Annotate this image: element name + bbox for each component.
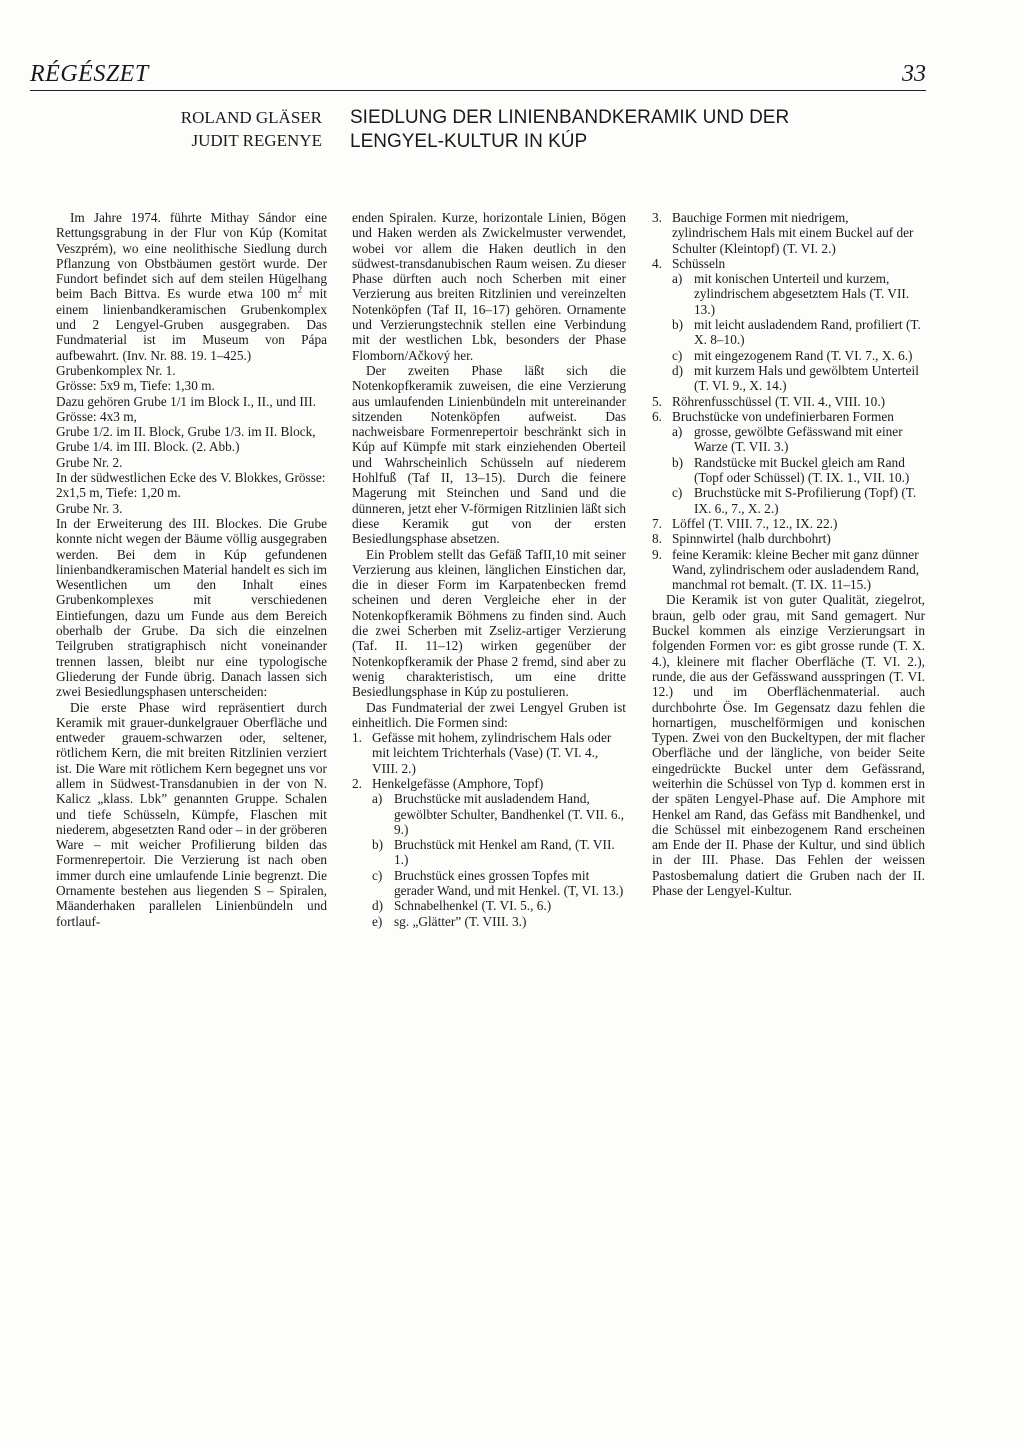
- body-paragraph: Die Keramik ist von guter Qualität, ziegelrot, braun, gelb oder grau, mit Sand gemagert. Nur Buckel kommen als einzige Verzierungsart in folgenden Formen vor: es gibt grosse runde (T. X. 4.), kleinere mit flacher Oberfläche (T. VI. 2.), runde, die aus der Gefässwand ausspringen (T. VI. 12.) und im Oberflächenmaterial. auch durchbohrte Öse. Im Gegensatz dazu fehlen die hornartigen, muschelförmigen und konischen Typen. Zwei von den Buckeltypen, der mit flacher Oberfläche und der längliche, von beider Seite eingedrückte Buckel unter dem Gefässrand, weiterhin die Schüssel von Typ d. kommen erst in der späten Lengyel-Phase auf. Die Amphore mit Henkel am Rand, das Gefäss mit Bandhenkel, und die Schüssel mit einbezogenem Rand erscheinen am Ende der II. Phase der Kultur, und sind üblich in der III. Phase. Das Fehlen der weissen Pastosbemalung datiert die Gruben nach der II. Phase der Lengyel-Kultur.: [652, 592, 925, 899]
- feature-line: Dazu gehören Grube 1/1 im Block I., II., und III.: [56, 393, 316, 409]
- list-item: 1. Gefässe mit hohem, zylindrischem Hals oder mit leichtem Trichterhals (Vase) (T. VI. 4., VIII. 2.): [352, 730, 612, 776]
- article-title: [350, 106, 930, 154]
- feature-line: In der südwestlichen Ecke des V. Blokkes, Grösse: 2x1,5 m, Tiefe: 1,20 m.: [56, 470, 326, 501]
- article-title-line: SIEDLUNG DER LINIENBANDKERAMIK UND DER: [350, 107, 790, 128]
- list-subitem: a) grosse, gewölbte Gefässwand mit einer Warze (T. VII. 3.): [672, 424, 903, 455]
- list-item: 9. feine Keramik: kleine Becher mit ganz dünner Wand, zylindrischem oder ausladendem Rand, manchmal rot bemalt. (T. IX. 11–15.): [652, 546, 920, 593]
- page-number: 33: [902, 61, 926, 87]
- list-item: 6. Bruchstücke von undefinierbaren Formen: [652, 408, 894, 424]
- section-title: RÉGÉSZET: [30, 61, 149, 87]
- list-item: 4. Schüsseln: [652, 255, 726, 271]
- feature-line: Grube 1/4. im III. Block. (2. Abb.): [56, 439, 240, 455]
- list-item: 7. Löffel (T. VIII. 7., 12., IX. 22.): [652, 515, 838, 531]
- list-item: 8. Spinnwirtel (halb durchbohrt): [652, 531, 831, 547]
- list-subitem: d) mit kurzem Hals und gewölbtem Unterteil (T. VI. 9., X. 14.): [672, 362, 919, 394]
- list-subitem: a) Bruchstücke mit ausladendem Hand, gewölbter Schulter, Bandhenkel (T. VII. 6., 9.): [372, 791, 625, 837]
- list-subitem: c) mit eingezogenem Rand (T. VI. 7., X. 6.): [672, 347, 913, 363]
- list-item: 2. Henkelgefässe (Amphore, Topf): [352, 775, 544, 791]
- text-column-1: [56, 210, 327, 929]
- feature-line: Grösse: 5x9 m, Tiefe: 1,30 m.: [56, 378, 215, 394]
- intro-paragraph: Im Jahre 1974. führte Mithay Sándor eine Rettungsgrabung in der Flur von Kúp (Komitat Veszprém), wo eine neolithische Siedlung durch Pflanzung von Obstbäumen gestört wurde. Der Fundort befindet sich auf dem steilen Hügelhang beim Bach Bittva. Es wurde etwa 100 $m^2$ mit einem linienbandkeramischen Grubenkomplex und 2 Lengyel-Gruben ausgegraben. Das Fundmaterial ist im Museum von Pápa aufbewahrt. (Inv. Nr. 88. 19. 1–425.): [56, 210, 327, 363]
- text-column-3: [652, 210, 925, 898]
- body-paragraph: In der Erweiterung des III. Blockes. Die Grube konnte nicht wegen der Bäume völlig ausgegraben werden. Bei dem in Kúp gefundenen linienbandkeramischen Material handelt es sich im Wesentlichen um den Inhalt eines Grubenkomplexes mit verschiedenen Eintiefungen, dazu um Funde aus dem Bereich oberhalb der Grube. Da sich die einzelnen Teilgruben stratigraphisch nicht voneinander trennen lassen, bleibt nur eine typologische Gliederung der Funde übrig. Danach lassen sich zwei Besiedlungsphasen unterscheiden:: [56, 515, 327, 700]
- author-name: ROLAND GLÄSER: [180, 108, 322, 127]
- feature-line: Grube Nr. 2.: [56, 454, 123, 470]
- list-subitem: b) Randstücke mit Buckel gleich am Rand (Topf oder Schüssel) (T. IX. 1., VII. 10.): [672, 454, 910, 486]
- text-column-2: [352, 210, 626, 929]
- body-paragraph: enden Spiralen. Kurze, horizontale Linien, Bögen und Haken werden als Zwickelmuster verwendet, wobei vor allem die Haken deutlich in den südwest-transdanubischen Raum weisen. Zu dieser Phase dürften auch noch Scherben mit einer Verzierung aus breiten Ritzlinien und vereinzelten Notenköpfen (Taf II, 16–17) gehören. Ornamente und Verzierungstechnik stellen eine Verbindung mit der westlichen Lbk, besonders der Phase Flomborn/Ačkový her.: [352, 210, 626, 363]
- list-subitem: e) sg. „Glätter” (T. VIII. 3.): [372, 913, 527, 929]
- list-item: 5. Röhrenfusschüssel (T. VII. 4., VIII. 10.): [652, 393, 886, 409]
- body-paragraph: Der zweiten Phase läßt sich die Notenkopfkeramik zuweisen, die eine Verzierung aus umlaufenden Linienbündeln mit untereinander sitzenden Notenköpfen aufweist. Das nachweisbare Formenrepertoir beschränkt sich in Kúp auf Kümpfe mit stark einziehenden Oberteil und Wahrscheinlich Schüsseln auf niederem Hohlfuß (Taf II, 13–15). Durch die feinere Magerung mit Steinchen und Sand und die dünneren, jetzt eher V-förmigen Ritzlinien läßt sich diese Keramik gut von der ersten Besiedlungsphase absetzen.: [352, 362, 626, 547]
- body-paragraph: Das Fundmaterial der zwei Lengyel Gruben ist einheitlich. Die Formen sind:: [352, 699, 626, 730]
- feature-line: Grube 1/2. im II. Block, Grube 1/3. im II. Block,: [56, 424, 316, 440]
- list-subitem: c) Bruchstück eines grossen Topfes mit gerader Wand, und mit Henkel. (T, VI. 13.): [372, 867, 624, 899]
- feature-line: Grube Nr. 3.: [56, 500, 123, 516]
- list-subitem: a) mit konischen Unterteil und kurzem, zylindrischem abgesetztem Hals (T. VII. 13.): [672, 271, 910, 317]
- body-paragraph: Die erste Phase wird repräsentiert durch Keramik mit grauer-dunkelgrauer Oberfläche und entweder grauem-schwarzen oder, seltener, rötlichem Kern, die mit breiten Ritzlinien verziert ist. Die Ware mit rötlichem Kern begegnet uns vor allem in Südwest-Transdanubien in der von N. Kalicz „klass. Lbk” genannten Gruppe. Schalen und tiefe Schüsseln, Kümpfe, Flaschen mit niederem, abgesetzten Rand oder – in der gröberen Ware – mit weicher Profilierung bilden das Formenrepertoir. Die Verzierung ist nach oben immer durch eine umlaufende Linie begrenzt. Die Ornamente bestehen aus liegenden S – Spiralen, Mäanderhaken parallelen Linienbündeln und fortlauf-: [56, 699, 327, 929]
- article-authors: [150, 106, 322, 152]
- list-subitem: d) Schnabelhenkel (T. VI. 5., 6.): [372, 898, 552, 914]
- list-subitem: b) Bruchstück mit Henkel am Rand, (T. VII. 1.): [372, 837, 615, 868]
- feature-line: Grösse: 4x3 m,: [56, 408, 137, 424]
- author-name: JUDIT REGENYE: [191, 131, 322, 150]
- feature-line: Grubenkomplex Nr. 1.: [56, 362, 176, 378]
- list-subitem: b) mit leicht ausladendem Rand, profiliert (T. X. 8–10.): [672, 317, 921, 348]
- article-title-line: LENGYEL-KULTUR IN KÚP: [350, 131, 588, 152]
- list-subitem: c) Bruchstücke mit S-Profilierung (Topf) (T. IX. 6., 7., X. 2.): [672, 485, 917, 516]
- body-paragraph: Ein Problem stellt das Gefäß TafII,10 mit seiner Verzierung aus kleinen, länglichen Einstichen dar, die in dieser Form im Karpatenbecken fremd scheinen und deren Vergleiche eher in der Notenkopfkeramik Böhmens zu finden sind. Auch die zwei Scherben mit Zseliz-artiger Verzierung (Taf. II. 11–12) wirken gegenüber der Notenkopfkeramik der Phase 2 fremd, sind aber zu wenig charakteristisch, um eine dritte Besiedlungsphase in Kúp zu postulieren.: [352, 546, 626, 700]
- list-item: 3. Bauchige Formen mit niedrigem, zylindrischem Hals mit einem Buckel auf der Schulter (Kleintopf) (T. VI. 2.): [652, 210, 914, 256]
- page-header: [30, 62, 926, 91]
